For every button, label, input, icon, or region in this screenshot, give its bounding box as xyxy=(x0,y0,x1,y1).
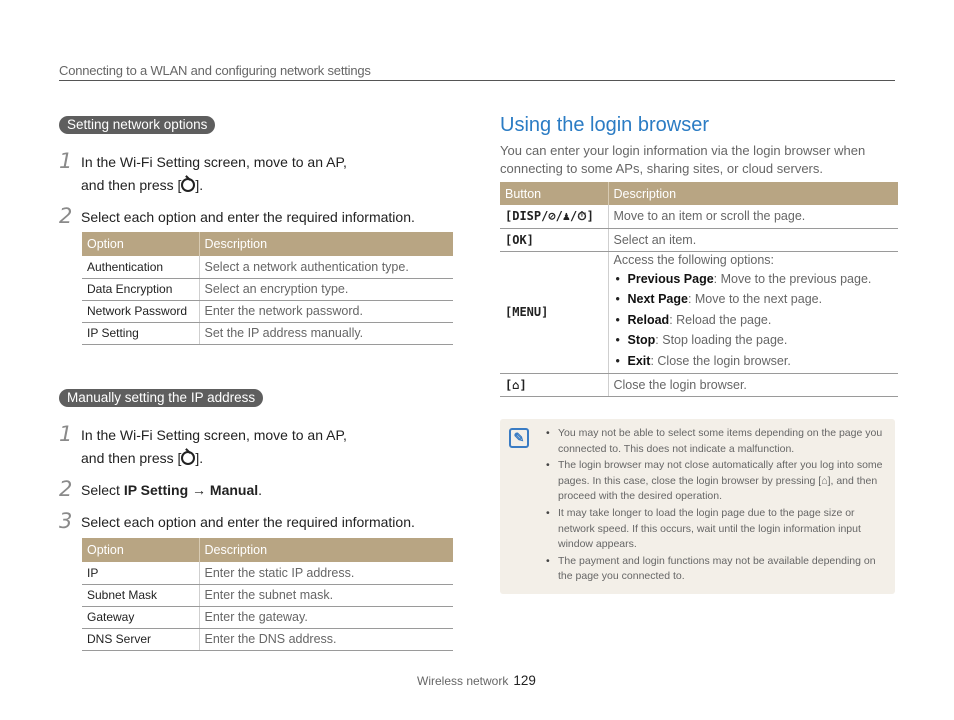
note-item: • You may not be able to select some items depending on the page you connected to. This does not indicate a malfunction. xyxy=(545,426,885,457)
option-cell: Subnet Mask xyxy=(82,584,199,606)
button-key-home: [⌂] xyxy=(500,373,608,396)
options-list xyxy=(614,269,894,372)
arrow: → xyxy=(188,482,210,498)
table-row xyxy=(500,205,898,228)
table-row xyxy=(82,584,453,606)
table-row xyxy=(82,300,453,322)
option-desc: : Move to the next page. xyxy=(687,292,823,307)
note-item: • The login browser may not close automatically after you log into some pages. In this case, close the login browser by pressing [⌂], and then proceed with the desired operation. xyxy=(545,458,885,505)
description-cell: Enter the static IP address. xyxy=(199,562,453,584)
menu-ip-setting: IP Setting xyxy=(123,482,189,498)
note-item: • It may take longer to load the login page due to the page size or network speed. If this occurs, wait until the login information input window appears. xyxy=(545,506,885,553)
step-number: 2 xyxy=(59,204,73,228)
button-key-ok: [OK] xyxy=(500,228,608,251)
note-item: • The payment and login functions may not be available depending on the page you connected to. xyxy=(545,554,885,585)
table-row xyxy=(82,606,453,628)
footer-section: Wireless network xyxy=(417,674,509,688)
option-name: Reload xyxy=(627,312,670,327)
options-intro: Access the following options: xyxy=(613,252,775,267)
description-cell: Close the login browser. xyxy=(608,373,898,396)
table-row xyxy=(500,228,898,251)
list-item xyxy=(614,269,894,290)
step-text: Select each option and enter the required information. xyxy=(81,514,415,530)
list-item xyxy=(614,351,894,372)
section-pill-ip-address: Manually setting the IP address xyxy=(59,389,263,407)
ip-step-1 xyxy=(59,424,347,470)
step-text xyxy=(81,479,262,502)
list-item xyxy=(614,310,894,331)
section-pill-network-options: Setting network options xyxy=(59,116,215,134)
step-text: Select each option and enter the required information. xyxy=(81,209,415,225)
table-header-row xyxy=(82,232,453,256)
step-number: 3 xyxy=(59,509,73,533)
button-table xyxy=(500,182,898,397)
list-item xyxy=(614,330,894,351)
step-line-post: ]. xyxy=(195,177,204,193)
page-number: 129 xyxy=(513,673,536,688)
step-line xyxy=(81,447,347,470)
step-number: 1 xyxy=(59,422,73,446)
intro-paragraph: You can enter your login information via the login browser when connecting to some APs, sharing sites, or cloud servers. xyxy=(500,143,866,176)
option-cell: Data Encryption xyxy=(82,278,199,300)
table-row xyxy=(500,251,898,373)
network-step-1 xyxy=(59,151,347,197)
option-desc: : Close the login browser. xyxy=(650,353,791,368)
table-header-row xyxy=(500,182,898,205)
option-cell: Gateway xyxy=(82,606,199,628)
step-post: . xyxy=(258,482,263,498)
timer-icon xyxy=(181,451,195,465)
header-divider xyxy=(59,80,895,81)
option-cell: IP Setting xyxy=(82,322,199,344)
note-list xyxy=(545,426,885,586)
option-desc: : Stop loading the page. xyxy=(655,333,788,348)
table-header-row xyxy=(82,538,453,562)
step-text xyxy=(81,151,347,197)
column-header: Option xyxy=(82,232,199,256)
ip-step-2 xyxy=(59,479,262,502)
description-cell: Enter the DNS address. xyxy=(199,628,453,650)
table-row xyxy=(82,628,453,650)
step-line xyxy=(81,174,347,197)
note-icon: ✎ xyxy=(509,428,529,448)
step-number: 2 xyxy=(59,477,73,501)
option-cell: Authentication xyxy=(82,256,199,278)
network-options-table xyxy=(82,232,453,345)
description-cell: Enter the network password. xyxy=(199,300,453,322)
button-key-menu: [MENU] xyxy=(500,251,608,373)
ip-options-table xyxy=(82,538,453,651)
section-title: Using the login browser xyxy=(500,114,709,136)
option-cell: IP xyxy=(82,562,199,584)
column-header: Description xyxy=(608,182,898,205)
step-pre: Select xyxy=(81,482,124,498)
step-line-pre: and then press [ xyxy=(81,177,182,193)
option-name: Stop xyxy=(627,333,656,348)
description-cell: Set the IP address manually. xyxy=(199,322,453,344)
description-cell: Enter the gateway. xyxy=(199,606,453,628)
option-name: Previous Page xyxy=(627,271,714,286)
table-row xyxy=(82,562,453,584)
description-cell: Select an encryption type. xyxy=(199,278,453,300)
option-cell: DNS Server xyxy=(82,628,199,650)
option-desc: : Reload the page. xyxy=(669,312,772,327)
column-header: Button xyxy=(500,182,608,205)
step-line: In the Wi-Fi Setting screen, move to an AP, xyxy=(81,427,347,443)
option-cell: Network Password xyxy=(82,300,199,322)
step-line-post: ]. xyxy=(195,450,204,466)
table-row xyxy=(82,278,453,300)
ip-step-3 xyxy=(59,511,415,534)
description-cell: Enter the subnet mask. xyxy=(199,584,453,606)
description-cell: Select a network authentication type. xyxy=(199,256,453,278)
table-row xyxy=(500,373,898,396)
option-name: Next Page xyxy=(627,292,688,307)
step-line: In the Wi-Fi Setting screen, move to an AP, xyxy=(81,154,347,170)
network-step-2 xyxy=(59,206,415,229)
option-name: Exit xyxy=(627,353,651,368)
breadcrumb: Connecting to a WLAN and configuring network settings xyxy=(59,63,371,78)
option-desc: : Move to the previous page. xyxy=(713,271,872,286)
table-row xyxy=(82,256,453,278)
step-number: 1 xyxy=(59,149,73,173)
timer-icon xyxy=(181,178,195,192)
column-header: Option xyxy=(82,538,199,562)
button-key-nav: [DISP/⊘/♟/⏱] xyxy=(500,205,608,228)
step-text xyxy=(81,424,347,470)
column-header: Description xyxy=(199,232,453,256)
list-item xyxy=(614,289,894,310)
description-cell: Select an item. xyxy=(608,228,898,251)
column-header: Description xyxy=(199,538,453,562)
step-line-pre: and then press [ xyxy=(81,450,182,466)
menu-manual: Manual xyxy=(209,482,259,498)
note-box xyxy=(500,419,895,594)
description-cell xyxy=(608,251,898,373)
description-cell: Move to an item or scroll the page. xyxy=(608,205,898,228)
page-footer xyxy=(417,673,536,688)
table-row xyxy=(82,322,453,344)
